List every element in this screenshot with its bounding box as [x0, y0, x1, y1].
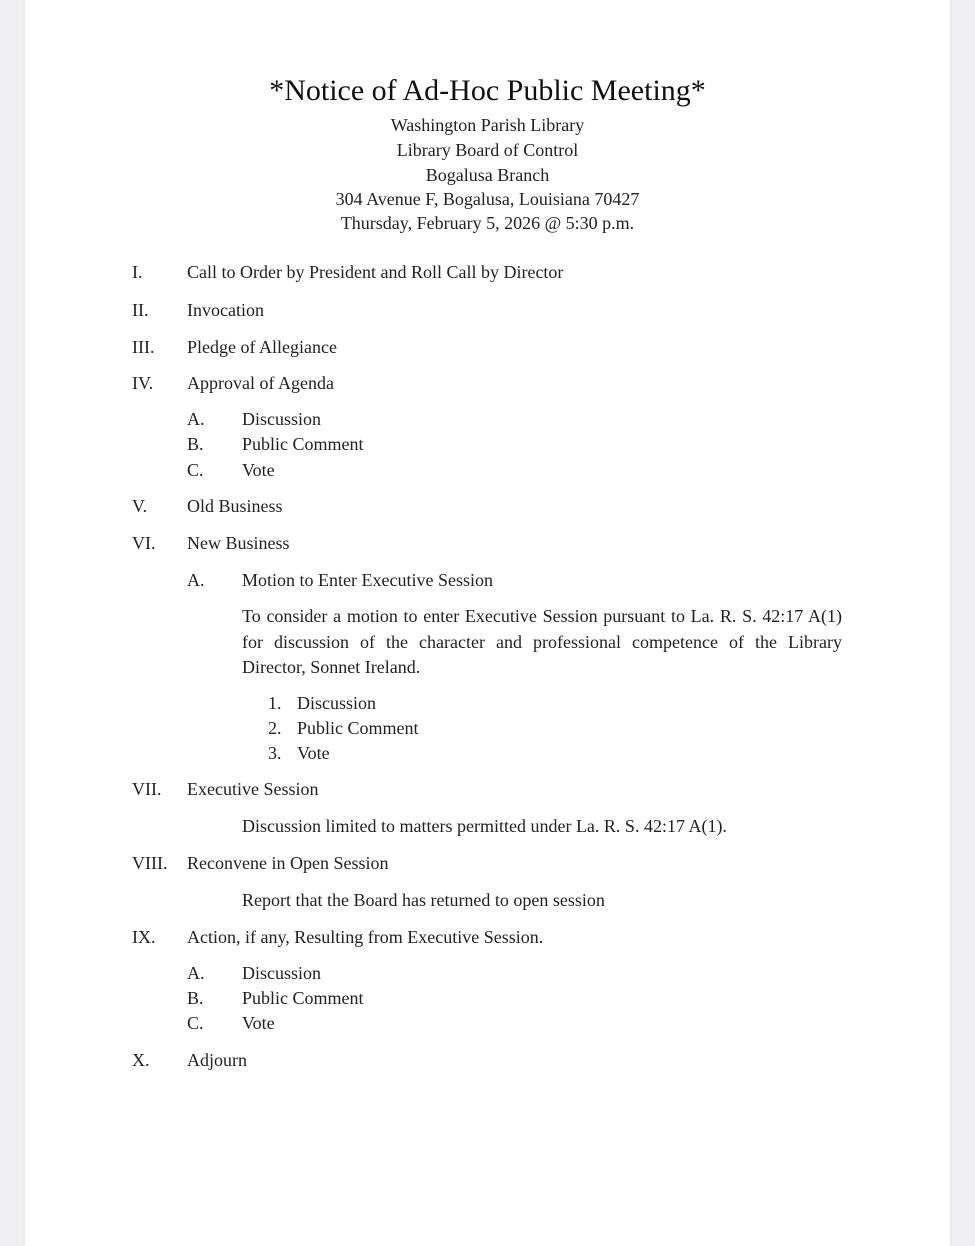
- agenda-item-title: Approval of Agenda: [187, 373, 334, 393]
- sub-item-text: Public Comment: [242, 988, 364, 1008]
- agenda-item-number: X.: [132, 1050, 150, 1070]
- agenda-item-note: Report that the Board has returned to open session: [242, 890, 605, 910]
- header-line: 304 Avenue F, Bogalusa, Louisiana 70427: [335, 189, 640, 209]
- numbered-list-number: 2.: [268, 718, 282, 738]
- numbered-list-text: Vote: [297, 743, 330, 763]
- sub-item-text: Discussion: [242, 409, 322, 429]
- header-line: Library Board of Control: [396, 140, 579, 160]
- agenda-item-title: Adjourn: [187, 1050, 247, 1070]
- numbered-list-number: 3.: [268, 743, 282, 763]
- agenda-item-number: II.: [132, 300, 149, 320]
- agenda-item-number: I.: [132, 262, 143, 282]
- agenda-item-title: Executive Session: [187, 779, 319, 799]
- agenda-item-title: New Business: [187, 533, 290, 553]
- header-line: Thursday, February 5, 2026 @ 5:30 p.m.: [340, 213, 635, 233]
- sub-item-letter: C.: [187, 460, 204, 480]
- numbered-list-number: 1.: [268, 693, 282, 713]
- agenda-item-title: Invocation: [187, 300, 264, 320]
- agenda-item-title: Reconvene in Open Session: [187, 853, 389, 873]
- sub-item-letter: B.: [187, 988, 204, 1008]
- sub-item-text: Motion to Enter Executive Session: [242, 570, 493, 590]
- sub-item-text: Vote: [242, 1013, 275, 1033]
- sub-item-text: Discussion: [242, 963, 322, 983]
- sub-item-letter: C.: [187, 1013, 204, 1033]
- agenda-item-number: IV.: [132, 373, 154, 393]
- agenda-item-title: Action, if any, Resulting from Executive Session.: [187, 927, 544, 947]
- numbered-list-text: Discussion: [297, 693, 377, 713]
- agenda-item-title: Pledge of Allegiance: [187, 337, 337, 357]
- sub-item-letter: A.: [187, 570, 205, 590]
- agenda-item-number: V.: [132, 496, 148, 516]
- header-line: Washington Parish Library: [390, 115, 585, 135]
- agenda-item-number: VI.: [132, 533, 156, 553]
- agenda-item-note: Discussion limited to matters permitted under La. R. S. 42:17 A(1).: [242, 816, 727, 836]
- agenda-item-number: IX.: [132, 927, 156, 947]
- agenda-item-number: VII.: [132, 779, 162, 799]
- sub-item-text: Vote: [242, 460, 275, 480]
- agenda-item-number: VIII.: [132, 853, 168, 873]
- sub-item-letter: A.: [187, 409, 205, 429]
- agenda-item-title: Call to Order by President and Roll Call by Director: [187, 262, 564, 282]
- sub-item-description: To consider a motion to enter Executive Session pursuant to La. R. S. 42:17 A(1) for discussion of the character and professional competence of the Library Director, Sonnet Ireland.: [242, 606, 842, 677]
- sub-item-letter: A.: [187, 963, 205, 983]
- page-title: *Notice of Ad-Hoc Public Meeting*: [269, 74, 706, 107]
- header-line: Bogalusa Branch: [425, 165, 550, 185]
- sub-item-letter: B.: [187, 434, 204, 454]
- agenda-item-number: III.: [132, 337, 155, 357]
- numbered-list-text: Public Comment: [297, 718, 419, 738]
- sub-item-text: Public Comment: [242, 434, 364, 454]
- agenda-item-title: Old Business: [187, 496, 283, 516]
